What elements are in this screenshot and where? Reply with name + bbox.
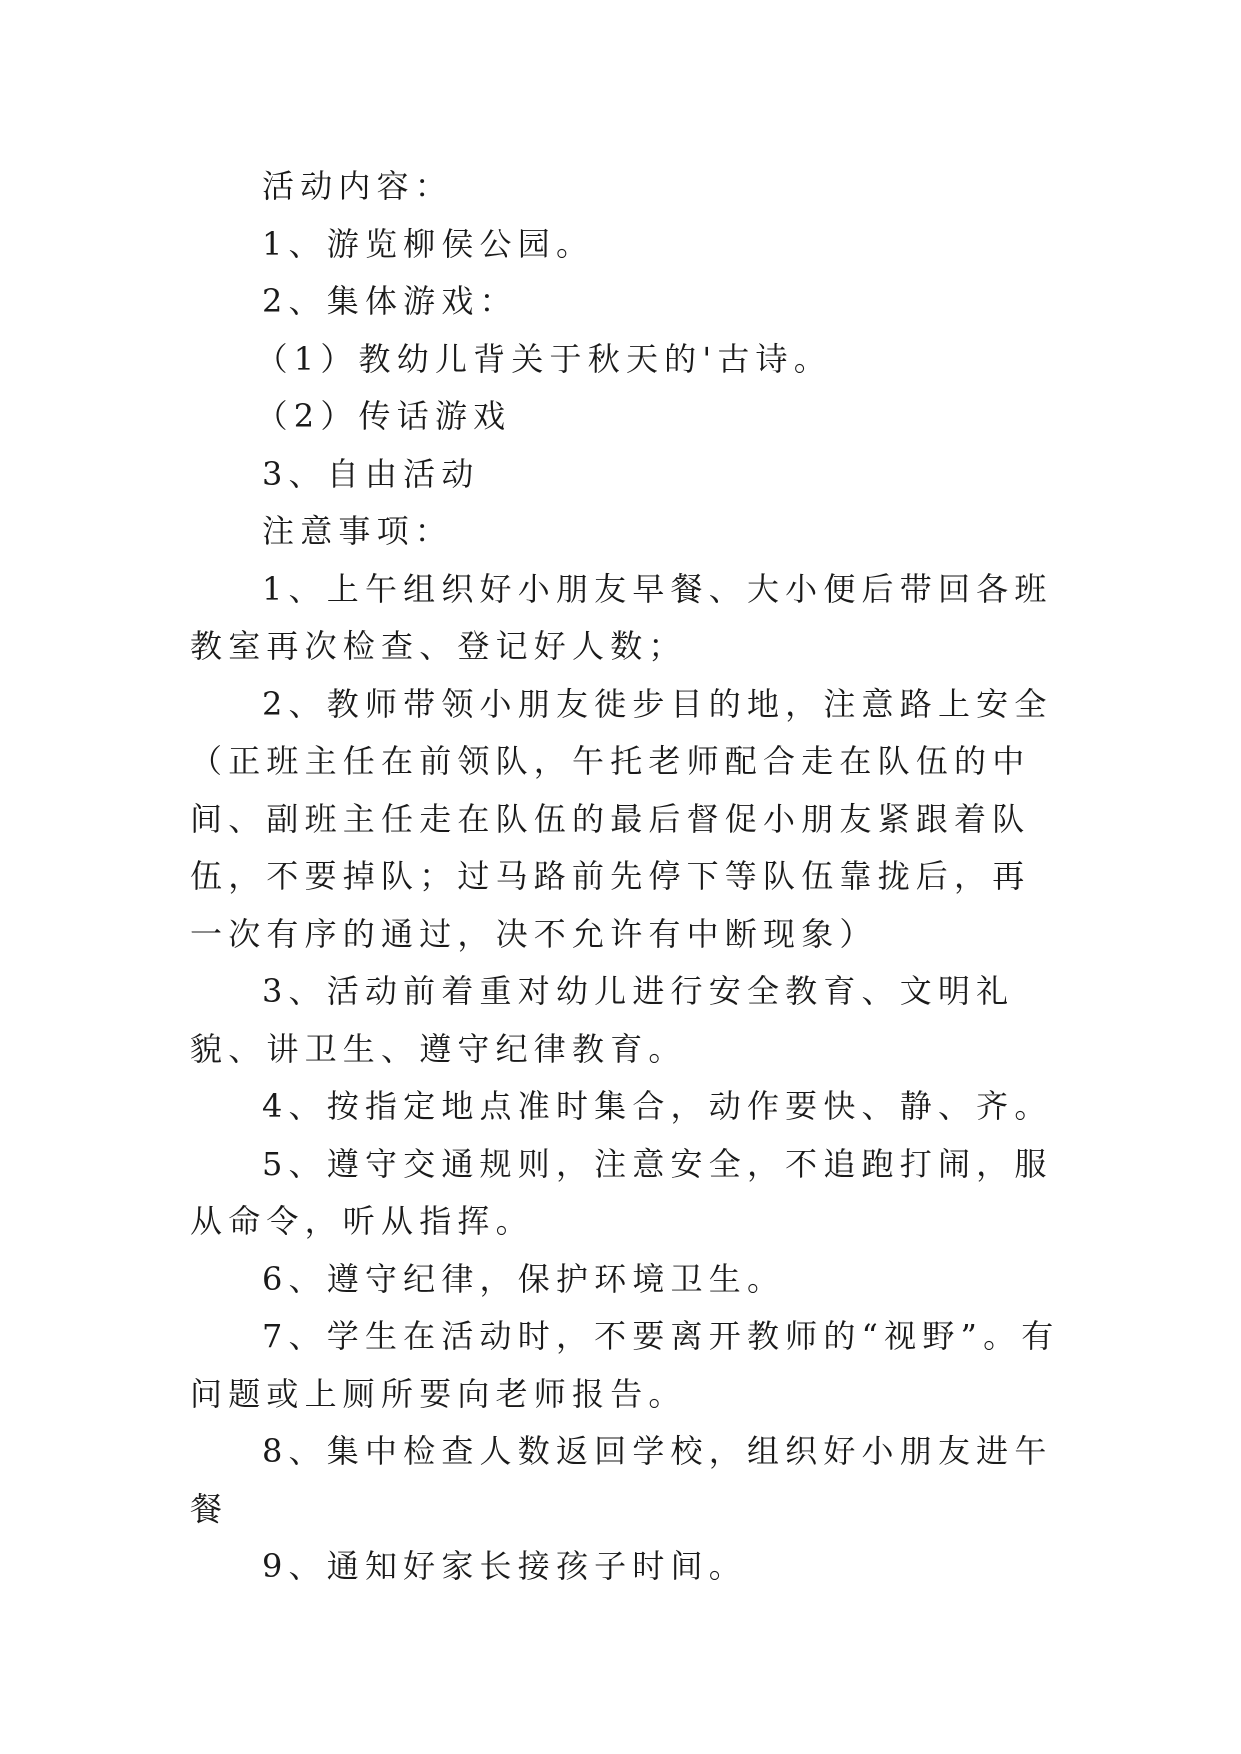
activity-item-2: 2、集体游戏： [262,282,518,320]
section-heading-notes: 注意事项： [262,512,454,550]
section-heading-activity-content: 活动内容： [262,167,454,205]
note-item-3: 3、活动前着重对幼儿进行安全教育、文明礼貌、讲卫生、遵守纪律教育。 [190,972,1015,1068]
note-item-5: 5、遵守交通规则，注意安全，不追跑打闹，服从命令，听从指挥。 [190,1144,1053,1240]
note-item-7: 7、学生在活动时，不要离开教师的“视野”。有问题或上厕所要向老师报告。 [190,1317,1060,1413]
activity-item-1: 1、游览柳侯公园。 [262,224,595,263]
note-item-2: 2、教师带领小朋友徙步目的地，注意路上安全（正班主任在前领队，午托老师配合走在队伍的中间、副班主任走在队伍的最后督促小朋友紧跟着队伍，不要掉队；过马路前先停下等队伍靠拢后，再一次有序的通过，决不允许有中断现象） [190,684,1053,953]
activity-subitem-2: （2）传话游戏 [255,397,512,435]
note-item-1: 1、上午组织好小朋友早餐、大小便后带回各班教室再次检查、登记好人数； [190,569,1053,665]
note-item-9: 9、通知好家长接孩子时间。 [262,1547,747,1585]
activity-subitem-1: （1）教幼儿背关于秋天的'古诗。 [255,339,832,378]
note-item-4: 4、按指定地点准时集合，动作要快、静、齐。 [262,1087,1053,1125]
note-item-6: 6、遵守纪律，保护环境卫生。 [262,1259,786,1298]
document-body [190,158,1065,1596]
activity-item-3: 3、自由活动 [262,454,480,493]
note-item-8: 8、集中检查人数返回学校，组织好小朋友进午餐 [190,1432,1053,1528]
